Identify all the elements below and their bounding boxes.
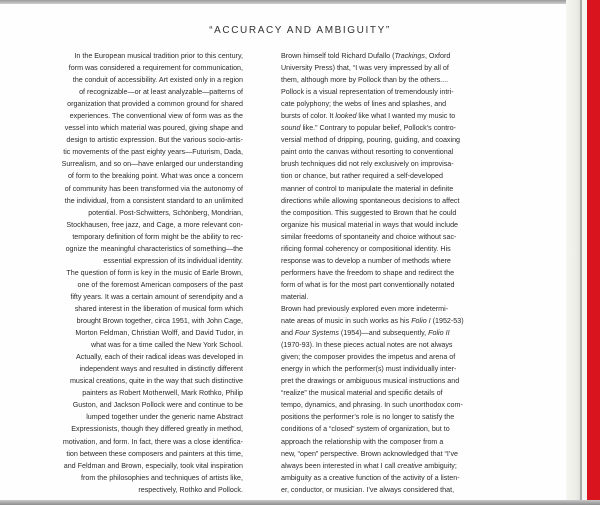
text-segment: approach the relationship with the composer from a [281,437,444,446]
text-line: ognize the meaningful characteristics of something—the [65,244,243,253]
text-line [281,183,493,195]
text-line: In the European musical tradition prior to this century, [74,52,243,60]
text-line: of community has been transformed via the autonomy of [64,184,243,193]
text-line [281,146,493,158]
text-line: independent ways and resulted in distinctly different [79,365,243,374]
text-line [281,460,493,472]
text-segment: cate polyphony; the webs of lines and splashes, and [281,100,447,109]
text-segment: rificing formal coherency or compositional identity. His [281,244,451,253]
text-segment: nate areas of music in such works as his [281,317,412,326]
text-segment: ambiguity; [422,461,457,470]
text-line [281,436,493,448]
text-line [281,98,493,110]
text-segment: (1970-93). In these pieces actual notes are not always [281,341,453,350]
text-line: design to artistic expression. But the various socio-artis- [66,136,243,145]
text-segment: brush techniques did not rely exclusively on improvisa- [281,160,454,169]
red-binding [587,0,600,505]
text-line: form was considered a requirement for communication, [68,64,243,73]
text-segment: versial method of dripping, pouring, guiding, and coaxing [281,136,461,145]
text-line: shared interest in the liberation of musical form which [74,304,243,313]
text-segment: bursts of color. It [281,112,336,121]
text-segment: Pollock is a visual representation of tremendously intri- [281,88,454,97]
text-segment: the composition. This suggested to Brown that he could [281,208,457,217]
text-line [281,243,493,255]
text-line [281,74,493,86]
text-segment: Brown had previously explored even more indetermi- [281,304,449,313]
text-line [281,327,493,339]
text-line: tion between these composers and painters at this time, [66,449,243,458]
text-line: vessel into which material was poured, giving shape and [64,124,243,133]
right-column [281,50,493,496]
text-line [281,195,493,207]
text-segment: directions while allowing spontaneous decisions to affect [281,196,460,205]
italic-text: looked [335,112,357,121]
text-line: of recognizable—or at least analyzable—patterns of [79,88,243,97]
text-segment: new, “open” perspective. Brown acknowledged that “I’ve [281,449,459,458]
text-segment: material. [281,292,309,301]
text-line: one of the foremost American composers of the past [77,280,243,289]
text-segment: tion or chance, but rather required a self-developed [281,172,443,181]
text-line: Stockhausen, free jazz, and Cage, a more relevant con- [66,220,243,229]
italic-text: Folio I [411,317,431,326]
text-line: temporary definition of form might be the ability to rec- [72,232,243,241]
text-line: potential. Post-Schwitters, Schönberg, Mondrian, [88,208,243,217]
text-line: Surrealism, and so on—have enlarged our understanding [61,160,243,169]
scan-bottom-edge [0,500,600,505]
text-line: motivation, and form. In fact, there was a close identifica- [62,437,243,446]
text-segment: paint onto the canvas without resorting to conventional [281,148,454,157]
text-segment: (1952-53) [430,317,464,326]
text-line [281,448,493,460]
text-segment: Brown himself told Richard Dufallo ( [281,52,395,60]
text-line: painters as Robert Motherwell, Mark Rothko, Philip [82,389,243,398]
text-line [281,279,493,291]
text-segment: and [281,329,295,338]
text-line [281,86,493,98]
left-column [40,50,243,496]
text-line: fifty years. It was a certain amount of serendipity and a [70,292,243,301]
text-segment: pret the drawings or ambiguous musical instructions and [281,377,460,386]
text-segment: , Oxford [424,52,451,60]
text-line: experiences. The conventional view of form was as the [69,112,243,121]
italic-text: creative [397,461,423,470]
text-line [281,339,493,351]
text-segment: like what I wanted my music to [356,112,456,121]
italic-text: Four Systems [294,329,339,338]
text-line [281,122,493,134]
text-line [281,62,493,74]
text-line [281,110,493,122]
text-line: Expressionists, though they differed greatly in method, [71,425,243,434]
italic-text: sound [281,124,301,133]
text-line [281,472,493,484]
text-line: Guston, and Jackson Pollock were and continue to be [72,401,243,410]
text-line: what was for a time called the New York School. [90,341,243,350]
text-line: brought Brown together, circa 1951, with John Cage, [76,317,243,326]
text-line: organization that provided a common ground for shared [67,100,243,109]
text-line: and Feldman and Brown, especially, took vital inspiration [63,461,243,470]
text-segment: them, although more by Pollock than by the others.... [281,76,449,85]
text-line [281,387,493,399]
text-segment: form of what is for the most part conventionally notated [281,280,455,289]
text-line [281,50,493,62]
essay-title: “ACCURACY AND AMBIGUITY” [209,25,391,36]
text-segment: always been interested in what I call [281,461,398,470]
text-segment: positions the performer’s role is no longer to satisfy the [281,413,455,422]
text-segment: like.” Contrary to popular belief, Pollock’s contro- [300,124,456,133]
text-line [281,291,493,303]
text-line [281,231,493,243]
text-line: The question of form is key in the music of Earle Brown, [66,268,243,277]
text-line [281,255,493,267]
text-segment: similar freedoms of spontaneity and choice without sac- [281,232,457,241]
text-segment: “realize” the musical material and specific details of [281,389,443,398]
text-line [281,158,493,170]
text-line [281,207,493,219]
text-line [281,315,493,327]
text-line [281,170,493,182]
text-segment: er, conductor, or musician. I’ve always considered that, [281,485,455,494]
text-segment: performers have the freedom to shape and redirect the [281,268,455,277]
text-line [281,375,493,387]
text-segment: given; the composer provides the impetus and arena of [281,353,456,362]
text-line: the individual, from a consistent standard to an unlimited [64,196,243,205]
text-line: essential expression of its individual identity. [103,256,243,265]
text-line [281,267,493,279]
text-line [281,363,493,375]
text-line [281,411,493,423]
text-line: of form to the breaking point. What was once a concern [67,172,243,181]
text-line [281,484,493,496]
text-line [281,399,493,411]
text-segment: ambiguity as a creative function of the activity of a listen- [281,473,460,482]
text-line [281,351,493,363]
text-line: tic movements of the past eighty years—Futurism, Dada, [63,148,243,157]
italic-text: Folio II [428,329,450,338]
text-segment: organize his musical material in ways that would include [281,220,459,229]
text-segment: University Press) that, “I was very impressed by all of [281,64,449,73]
text-segment: (1954)—and subsequently, [338,329,429,338]
text-segment: tempo, dynamics, and phrasing. In such unorthodox com- [281,401,463,410]
text-line: musical creations, quite in the way that such distinctive [69,377,243,386]
text-line: respectively, Rothko and Pollock. [138,485,243,494]
text-line [281,134,493,146]
italic-text: Trackings [394,52,425,60]
text-line [281,423,493,435]
text-line: Actually, each of their radical ideas was developed in [76,353,243,362]
text-line: lumped together under the generic name Abstract [86,413,243,422]
text-segment: response was to develop a number of methods where [281,256,451,265]
text-segment: conditions of a “closed” system of organization, but to [281,425,450,434]
text-line [281,219,493,231]
text-segment: energy in which the performer(s) must individually inter- [281,365,457,374]
text-line: from the philosophies and techniques of artists like, [81,473,243,482]
text-line [281,303,493,315]
text-line: Morton Feldman, Christian Wolff, and David Tudor, in [75,329,243,338]
text-segment: manner of control to manipulate the material in definite [281,184,454,193]
text-line: the conduit of accessibility. Art existed only in a region [72,76,243,85]
